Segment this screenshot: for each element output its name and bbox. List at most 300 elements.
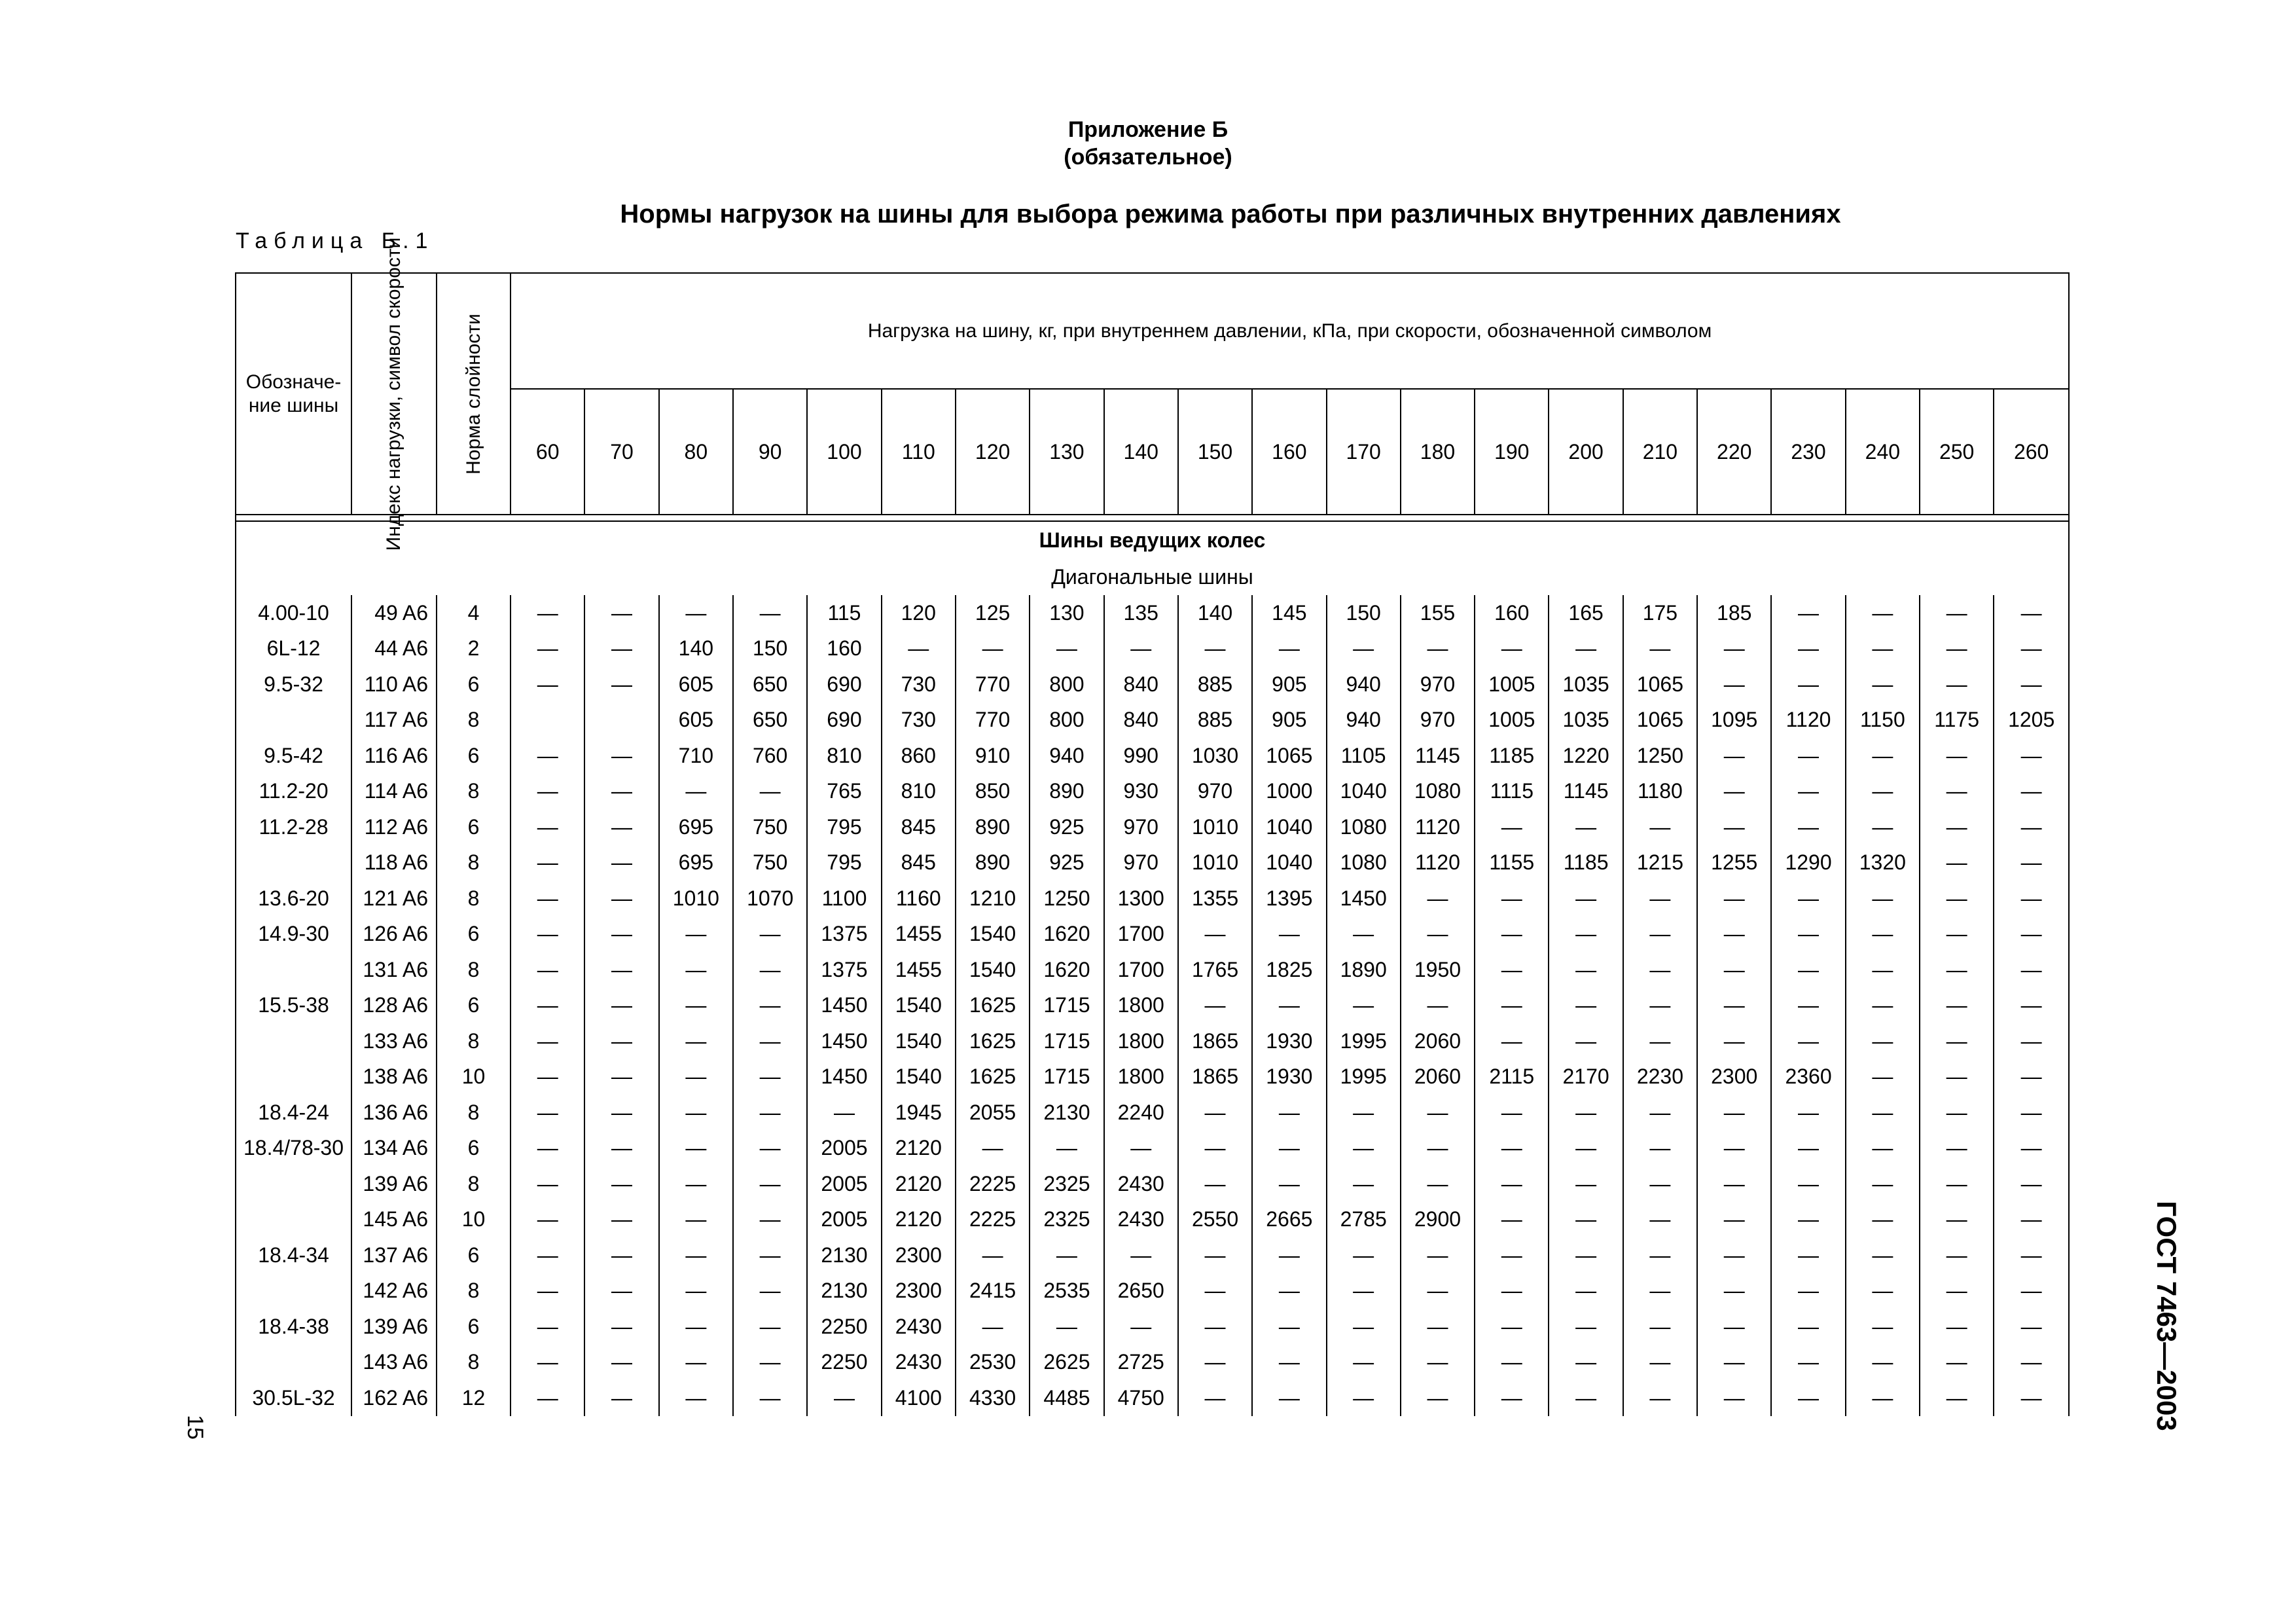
load-cell: 150 (733, 631, 807, 667)
load-cell: 1010 (1178, 809, 1252, 845)
load-cell: — (1846, 988, 1920, 1024)
pressure-header: 230 (1771, 389, 1845, 515)
load-cell: 800 (1030, 666, 1103, 702)
load-cell: 1540 (882, 1023, 956, 1059)
header-tyre: Обозначе-ние шины (236, 274, 351, 515)
load-cell: 750 (733, 809, 807, 845)
load-cell: — (1846, 809, 1920, 845)
load-cell: — (1771, 1273, 1845, 1309)
tyre-designation-cell: 18.4/78-30 (236, 1131, 351, 1167)
load-cell: 1715 (1030, 1023, 1103, 1059)
load-cell: — (1549, 631, 1623, 667)
load-cell: 2300 (1697, 1059, 1771, 1095)
load-cell: — (511, 845, 584, 881)
table-row (236, 702, 2068, 739)
load-cell: — (1252, 988, 1326, 1024)
ply-rating-cell: 6 (437, 1309, 511, 1345)
load-cell: 4100 (882, 1380, 956, 1416)
load-cell: — (1920, 845, 1994, 881)
load-cell: — (584, 774, 658, 810)
load-cell: 2120 (882, 1202, 956, 1238)
load-cell: 690 (807, 666, 881, 702)
subgroup-heading-row (236, 558, 2068, 595)
load-index-cell: 117 A6 (351, 702, 437, 739)
load-cell: — (511, 952, 584, 988)
table-row (236, 845, 2068, 881)
load-cell: — (584, 1309, 658, 1345)
load-cell: 1175 (1920, 702, 1994, 739)
ply-rating-cell: 10 (437, 1059, 511, 1095)
load-cell: — (659, 1023, 733, 1059)
load-index-cell: 136 A6 (351, 1095, 437, 1131)
ply-rating-cell: 8 (437, 845, 511, 881)
load-cell: 940 (1327, 702, 1401, 739)
load-cell: 2170 (1549, 1059, 1623, 1095)
table-row (236, 917, 2068, 953)
load-cell: — (584, 1059, 658, 1095)
load-cell: — (1475, 1237, 1549, 1273)
tyre-designation-cell: 4.00-10 (236, 595, 351, 631)
load-cell: — (659, 988, 733, 1024)
appendix-title: Приложение Б (1067, 117, 1229, 142)
load-cell: — (1549, 881, 1623, 917)
pressure-header: 150 (1178, 389, 1252, 515)
load-cell: — (1475, 881, 1549, 917)
load-cell: 730 (882, 666, 956, 702)
ply-rating-cell: 8 (437, 1023, 511, 1059)
load-index-cell: 121 A6 (351, 881, 437, 917)
load-cell: — (733, 1131, 807, 1167)
load-cell: 990 (1104, 738, 1178, 774)
load-cell: — (584, 881, 658, 917)
load-cell: — (1549, 1131, 1623, 1167)
ply-rating-cell: 8 (437, 702, 511, 739)
load-cell: — (733, 595, 807, 631)
load-cell: — (511, 1166, 584, 1202)
pressure-header: 180 (1401, 389, 1475, 515)
load-cell: — (1771, 917, 1845, 953)
load-cell: — (1846, 1166, 1920, 1202)
load-cell: — (1920, 1309, 1994, 1345)
load-cell: — (733, 1380, 807, 1416)
load-cell: — (807, 1380, 881, 1416)
load-cell: 1150 (1846, 702, 1920, 739)
load-cell: — (1623, 988, 1697, 1024)
load-cell: 4330 (956, 1380, 1030, 1416)
load-cell: 1000 (1252, 774, 1326, 810)
load-cell: 1070 (733, 881, 807, 917)
load-cell: — (1846, 1131, 1920, 1167)
load-cell: — (1846, 1237, 1920, 1273)
load-cell: — (1104, 1131, 1178, 1167)
subgroup-heading: Диагональные шины (1051, 564, 1253, 589)
load-cell: 850 (956, 774, 1030, 810)
load-cell: 885 (1178, 702, 1252, 739)
ply-rating-cell: 6 (437, 1131, 511, 1167)
load-cell: 2665 (1252, 1202, 1326, 1238)
load-cell: — (1920, 1166, 1994, 1202)
load-cell: 1250 (1623, 738, 1697, 774)
load-cell: 1005 (1475, 702, 1549, 739)
load-cell: 650 (733, 702, 807, 739)
load-cell: — (1846, 1309, 1920, 1345)
load-cell: — (1920, 988, 1994, 1024)
load-cell: — (1104, 1309, 1178, 1345)
load-index-cell: 142 A6 (351, 1273, 437, 1309)
pressure-header: 90 (733, 389, 807, 515)
table-row (236, 881, 2068, 917)
tyre-designation-cell: 18.4-24 (236, 1095, 351, 1131)
load-cell: 1040 (1252, 809, 1326, 845)
load-cell: — (2020, 1350, 2042, 1374)
load-cell: — (1920, 738, 1994, 774)
load-cell: 4750 (1104, 1380, 1178, 1416)
load-cell: — (1401, 631, 1475, 667)
load-cell: — (1178, 1095, 1252, 1131)
load-cell: — (1623, 1309, 1697, 1345)
load-cell: — (1771, 1380, 1845, 1416)
group-heading-row (236, 521, 2068, 558)
load-cell: — (511, 631, 584, 667)
ply-rating-cell: 6 (437, 809, 511, 845)
ply-rating-cell: 6 (437, 988, 511, 1024)
load-cell: — (1846, 1059, 1920, 1095)
load-cell: 760 (733, 738, 807, 774)
load-cell: — (1623, 1345, 1697, 1381)
load-cell: — (1401, 1166, 1475, 1202)
load-index-cell: 145 A6 (351, 1202, 437, 1238)
load-cell: 135 (1104, 595, 1178, 631)
tyre-designation-cell: 11.2-28 (236, 809, 351, 845)
load-cell: 905 (1252, 702, 1326, 739)
load-cell: — (659, 1237, 733, 1273)
load-cell: 1700 (1104, 917, 1178, 953)
load-cell: — (511, 809, 584, 845)
load-cell: — (659, 774, 733, 810)
load-cell: — (2020, 743, 2042, 767)
load-cell: 1700 (1104, 952, 1178, 988)
load-cell: — (659, 1131, 733, 1167)
load-cell: — (1697, 1023, 1771, 1059)
load-cell: 925 (1030, 809, 1103, 845)
load-cell: — (511, 1059, 584, 1095)
load-cell: 145 (1252, 595, 1326, 631)
pressure-header: 120 (956, 389, 1030, 515)
load-index-cell: 44 A6 (351, 631, 437, 667)
load-cell: — (733, 774, 807, 810)
load-index-cell: 112 A6 (351, 809, 437, 845)
load-cell: — (511, 738, 584, 774)
load-index-cell: 131 A6 (351, 952, 437, 988)
load-cell: 2300 (882, 1237, 956, 1273)
load-cell: 2055 (956, 1095, 1030, 1131)
ply-rating-cell: 8 (437, 952, 511, 988)
load-cell: 690 (807, 702, 881, 739)
pressure-header: 160 (1252, 389, 1326, 515)
load-cell: 970 (1104, 845, 1178, 881)
load-cell: 1065 (1623, 666, 1697, 702)
load-cell: — (1475, 1023, 1549, 1059)
load-cell: 2230 (1623, 1059, 1697, 1095)
load-cell: — (1252, 1237, 1326, 1273)
load-cell: 795 (807, 845, 881, 881)
load-cell: 1950 (1401, 952, 1475, 988)
load-cell: — (1771, 774, 1845, 810)
header-pressure-row (236, 389, 2068, 515)
load-cell: — (584, 952, 658, 988)
table-row (236, 1059, 2068, 1095)
table-row (236, 738, 2068, 774)
tyre-designation-cell: 9.5-32 (236, 666, 351, 702)
load-cell: 710 (659, 738, 733, 774)
load-cell: — (584, 809, 658, 845)
load-cell: — (1697, 1345, 1771, 1381)
load-cell: 1080 (1327, 809, 1401, 845)
load-cell: — (1623, 1095, 1697, 1131)
load-cell: — (511, 1273, 584, 1309)
load-cell: 2785 (1327, 1202, 1401, 1238)
load-cell: — (1327, 1345, 1401, 1381)
load-cell: 2650 (1104, 1273, 1178, 1309)
load-cell: 2060 (1401, 1023, 1475, 1059)
load-cell: — (1771, 1166, 1845, 1202)
load-cell: 140 (659, 631, 733, 667)
load-cell: — (1549, 1380, 1623, 1416)
load-cell: — (1475, 1095, 1549, 1131)
load-cell: 1540 (956, 917, 1030, 953)
load-cell: 2325 (1030, 1166, 1103, 1202)
table-row (236, 1309, 2068, 1345)
load-cell: — (1623, 917, 1697, 953)
load-cell: 1040 (1252, 845, 1326, 881)
load-cell: — (1475, 1202, 1549, 1238)
load-cell: — (1549, 917, 1623, 953)
load-cell: — (1475, 1345, 1549, 1381)
load-cell: — (1401, 1237, 1475, 1273)
load-cell: — (1252, 1309, 1326, 1345)
load-cell: 130 (1030, 595, 1103, 631)
load-cell: — (511, 666, 584, 702)
load-cell: — (1697, 1095, 1771, 1131)
load-cell: — (1920, 1237, 1994, 1273)
load-cell: 1450 (807, 1059, 881, 1095)
tyre-designation-cell: 18.4-38 (236, 1309, 351, 1345)
load-cell: — (1697, 1273, 1771, 1309)
load-cell: 970 (1178, 774, 1252, 810)
load-cell: 940 (1327, 666, 1401, 702)
load-cell: — (2020, 1207, 2042, 1231)
load-cell: 1455 (882, 917, 956, 953)
load-cell: — (584, 738, 658, 774)
load-cell: — (1549, 1237, 1623, 1273)
load-cell: — (733, 1166, 807, 1202)
load-cell: 2225 (956, 1202, 1030, 1238)
load-cell: — (1549, 1166, 1623, 1202)
load-cell: 840 (1104, 702, 1178, 739)
ply-rating-cell: 10 (437, 1202, 511, 1238)
load-cell: — (1327, 1273, 1401, 1309)
load-cell: — (1475, 917, 1549, 953)
load-cell: — (1920, 1273, 1994, 1309)
load-cell: 185 (1697, 595, 1771, 631)
tyre-designation-cell: 6L-12 (236, 631, 351, 667)
load-cell: 1715 (1030, 988, 1103, 1024)
load-cell: — (1178, 1273, 1252, 1309)
load-cell: — (2020, 1100, 2042, 1124)
ply-rating-cell: 6 (437, 1237, 511, 1273)
pressure-header: 250 (1920, 389, 1994, 515)
pressure-header: 140 (1104, 389, 1178, 515)
header-load-index-label: Индекс нагрузки, символ скорости (383, 237, 405, 551)
load-cell: 1355 (1178, 881, 1252, 917)
load-cell: — (1771, 809, 1845, 845)
load-cell: 2725 (1104, 1345, 1178, 1381)
load-cell: — (1178, 1131, 1252, 1167)
load-index-cell: 134 A6 (351, 1131, 437, 1167)
load-cell: 2430 (882, 1345, 956, 1381)
load-cell: — (1252, 1131, 1326, 1167)
load-cell: — (1920, 631, 1994, 667)
pressure-header: 220 (1697, 389, 1771, 515)
load-cell: 2535 (1030, 1273, 1103, 1309)
load-cell: 2250 (807, 1309, 881, 1345)
load-cell: 1005 (1475, 666, 1549, 702)
ply-rating-cell: 6 (437, 917, 511, 953)
load-cell: 1540 (882, 1059, 956, 1095)
header-row-1 (236, 274, 2068, 389)
load-cell: — (1327, 1166, 1401, 1202)
load-cell: — (2020, 600, 2042, 625)
load-cell: 1210 (956, 881, 1030, 917)
load-cell: — (1178, 1380, 1252, 1416)
header-separator (236, 515, 2068, 521)
load-cell: 605 (659, 702, 733, 739)
load-cell: — (1327, 1131, 1401, 1167)
load-cell: — (1475, 1131, 1549, 1167)
load-cell: 1375 (807, 952, 881, 988)
load-cell: 1865 (1178, 1059, 1252, 1095)
load-cell: — (1252, 1380, 1326, 1416)
load-cell: 165 (1549, 595, 1623, 631)
load-cell: — (1475, 1380, 1549, 1416)
load-cell: 1035 (1549, 666, 1623, 702)
ply-rating-cell: 8 (437, 1166, 511, 1202)
load-cell: — (2020, 957, 2042, 981)
tyre-designation-cell: 13.6-20 (236, 881, 351, 917)
load-cell: 890 (956, 845, 1030, 881)
ply-rating-cell: 8 (437, 881, 511, 917)
load-cell: 2625 (1030, 1345, 1103, 1381)
load-cell: — (1327, 917, 1401, 953)
load-cell: 2415 (956, 1273, 1030, 1309)
load-cell: 1715 (1030, 1059, 1103, 1095)
load-cell: — (733, 1202, 807, 1238)
load-cell: — (1920, 1380, 1994, 1416)
load-cell: 845 (882, 845, 956, 881)
load-cell: — (733, 1237, 807, 1273)
load-cell: 1300 (1104, 881, 1178, 917)
load-index-cell: 137 A6 (351, 1237, 437, 1273)
load-cell: 140 (1178, 595, 1252, 631)
load-index-cell: 138 A6 (351, 1059, 437, 1095)
load-cell: — (584, 666, 658, 702)
load-cell: 800 (1030, 702, 1103, 739)
header-load-group: Нагрузка на шину, кг, при внутреннем давлении, кПа, при скорости, обозначенной символом (511, 274, 2068, 389)
load-cell: 2225 (956, 1166, 1030, 1202)
appendix-subtitle: (обязательное) (1064, 145, 1232, 170)
load-cell: — (584, 845, 658, 881)
load-cell: — (659, 1095, 733, 1131)
load-cell: 1320 (1846, 845, 1920, 881)
load-cell: 4485 (1030, 1380, 1103, 1416)
load-cell: 1205 (2008, 708, 2055, 732)
load-cell: — (511, 917, 584, 953)
load-cell: — (1623, 1131, 1697, 1167)
load-cell: — (1178, 917, 1252, 953)
pressure-header: 170 (1327, 389, 1401, 515)
load-cell: — (1623, 1237, 1697, 1273)
load-cell: 1105 (1327, 738, 1401, 774)
load-cell: — (584, 1166, 658, 1202)
load-cell: 1180 (1623, 774, 1697, 810)
load-cell: — (584, 1131, 658, 1167)
load-index-cell: 133 A6 (351, 1023, 437, 1059)
load-cell: — (1846, 631, 1920, 667)
load-cell: — (1030, 1131, 1103, 1167)
load-cell: — (1401, 1380, 1475, 1416)
load-cell: — (1623, 1380, 1697, 1416)
load-cell: — (1623, 1202, 1697, 1238)
load-cell: — (1771, 1345, 1845, 1381)
load-cell: 1030 (1178, 738, 1252, 774)
load-cell: 1455 (882, 952, 956, 988)
load-cell: 1995 (1327, 1023, 1401, 1059)
pressure-header: 70 (584, 389, 658, 515)
load-cell: 1375 (807, 917, 881, 953)
load-cell: 810 (882, 774, 956, 810)
load-cell: — (659, 1345, 733, 1381)
load-cell: — (1771, 595, 1845, 631)
load-cell: 1450 (807, 988, 881, 1024)
load-cell: 1255 (1697, 845, 1771, 881)
load-cell: — (2020, 779, 2042, 803)
ply-rating-cell: 6 (437, 738, 511, 774)
load-cell: — (584, 631, 658, 667)
load-cell: — (511, 1131, 584, 1167)
table-label: Таблица Б.1 (236, 228, 435, 253)
load-cell: 810 (807, 738, 881, 774)
load-cell: — (1252, 631, 1326, 667)
load-cell: — (584, 1095, 658, 1131)
load-cell: 2240 (1104, 1095, 1178, 1131)
load-cell: — (733, 952, 807, 988)
load-cell: — (1771, 1237, 1845, 1273)
load-cell: — (1104, 631, 1178, 667)
ply-rating-cell: 6 (437, 666, 511, 702)
load-cell: — (584, 1273, 658, 1309)
table-row (236, 1131, 2068, 1167)
load-cell: — (1178, 1237, 1252, 1273)
page-number: 15 (183, 1415, 207, 1440)
load-cell: — (1697, 1202, 1771, 1238)
table-row (236, 666, 2068, 702)
load-cell: — (1623, 952, 1697, 988)
load-cell: 2550 (1178, 1202, 1252, 1238)
load-cell: 970 (1401, 666, 1475, 702)
load-cell: — (1771, 631, 1845, 667)
load-cell: 1080 (1327, 845, 1401, 881)
load-cell: — (1846, 917, 1920, 953)
